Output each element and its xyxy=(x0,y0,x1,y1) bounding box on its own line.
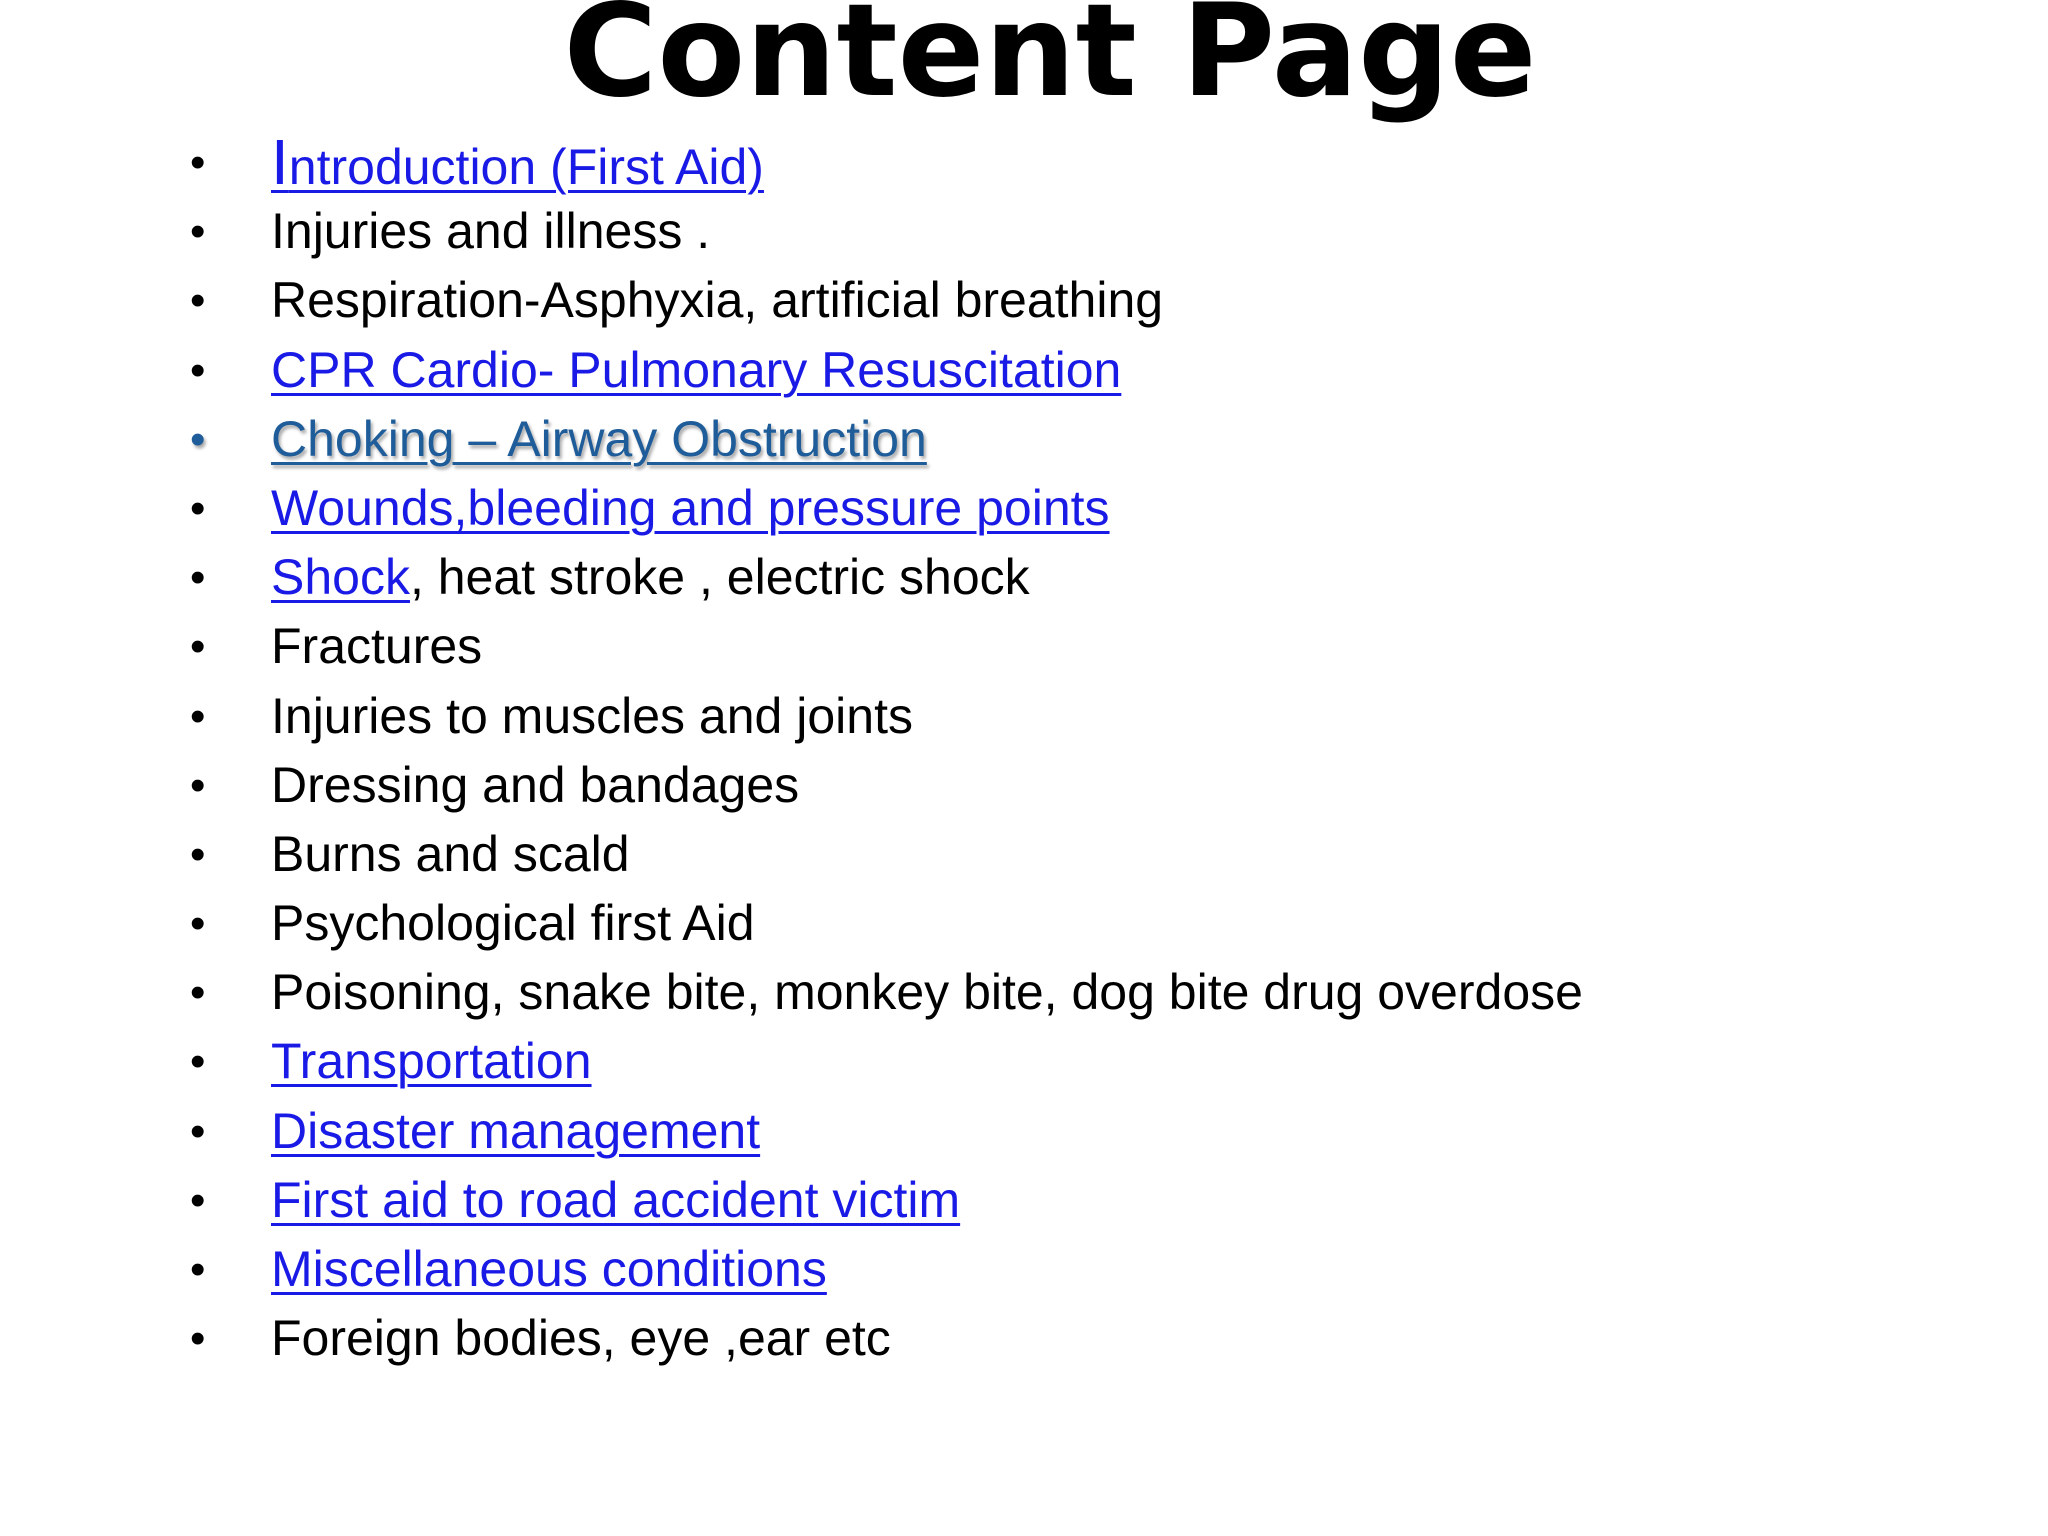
bullet-icon: • xyxy=(190,691,206,741)
list-item-poisoning xyxy=(190,958,1990,1027)
entry-text: Poisoning, snake bite, monkey bite, dog bite drug overdose xyxy=(271,964,1583,1021)
bullet-icon: • xyxy=(190,414,206,464)
bullet-icon: • xyxy=(190,345,206,395)
entry-text: Dressing and bandages xyxy=(271,756,800,813)
list-item-respiration xyxy=(190,266,1990,335)
page-title: Content Page xyxy=(563,0,1537,126)
entry-text: Psychological first Aid xyxy=(271,895,755,952)
bullet-icon: • xyxy=(190,760,206,810)
bullet-icon: • xyxy=(190,276,206,326)
bullet-icon: • xyxy=(190,207,206,257)
list-item-choking xyxy=(190,405,1990,474)
entry-disaster xyxy=(271,1097,760,1166)
bullet-icon: • xyxy=(190,1175,206,1225)
entry-cpr xyxy=(271,336,1121,405)
entry-text: Burns and scald xyxy=(271,825,630,882)
entry-introduction xyxy=(271,128,764,202)
link-transportation[interactable]: Transportation xyxy=(271,1033,592,1090)
entry-text: Foreign bodies, eye ,ear etc xyxy=(271,1310,891,1367)
list-item-burns xyxy=(190,820,1990,889)
entry-wounds xyxy=(271,474,1110,543)
bullet-icon: • xyxy=(190,553,206,603)
bullet-icon: • xyxy=(190,483,206,533)
link-cpr[interactable]: CPR Cardio- Pulmonary Resuscitation xyxy=(271,341,1122,398)
entry-text: Injuries to muscles and joints xyxy=(271,687,913,744)
link-shock[interactable]: Shock xyxy=(271,549,410,606)
entry-miscellaneous xyxy=(271,1235,827,1304)
list-item-psychological xyxy=(190,889,1990,958)
list-item-transportation xyxy=(190,1027,1990,1096)
bullet-icon: • xyxy=(190,138,206,187)
entry-text: Injuries and illness . xyxy=(271,203,711,260)
link-miscellaneous[interactable]: Miscellaneous conditions xyxy=(271,1241,827,1297)
list-item-miscellaneous xyxy=(190,1235,1990,1304)
bullet-icon: • xyxy=(190,622,206,672)
list-item-dressing xyxy=(190,751,1990,820)
link-wounds[interactable]: Wounds,bleeding and pressure points xyxy=(271,479,1110,536)
list-item-foreign-bodies xyxy=(190,1304,1990,1373)
list-item-cpr xyxy=(190,336,1990,405)
list-item-disaster xyxy=(190,1097,1990,1166)
list-item-introduction xyxy=(190,128,1990,197)
bullet-icon: • xyxy=(190,829,206,879)
entry-text: Fractures xyxy=(271,618,483,675)
entry-road-accident xyxy=(271,1166,960,1235)
link-choking[interactable]: Choking – Airway Obstruction xyxy=(271,410,927,467)
list-item-injuries-illness xyxy=(190,197,1990,266)
bullet-icon: • xyxy=(190,1106,206,1156)
entry-shock xyxy=(271,543,1030,612)
link-disaster[interactable]: Disaster management xyxy=(271,1102,761,1159)
entry-shock-rest: , heat stroke , electric shock xyxy=(409,549,1030,606)
contents-list xyxy=(190,128,1990,1373)
bullet-icon: • xyxy=(190,1314,206,1364)
bullet-icon: • xyxy=(190,1245,206,1294)
first-letter: I xyxy=(271,126,289,198)
link-introduction[interactable] xyxy=(271,126,764,198)
bullet-icon: • xyxy=(190,899,206,949)
link-road-accident[interactable]: First aid to road accident victim xyxy=(271,1171,961,1228)
bullet-icon: • xyxy=(190,968,206,1018)
entry-text: Respiration-Asphyxia, artificial breathing xyxy=(271,272,1164,329)
list-item-fractures xyxy=(190,612,1990,681)
list-item-shock xyxy=(190,543,1990,612)
list-item-muscles-joints xyxy=(190,682,1990,751)
list-item-road-accident xyxy=(190,1166,1990,1235)
list-item-wounds xyxy=(190,474,1990,543)
entry-transportation xyxy=(271,1027,592,1096)
link-introduction-text: ntroduction (First Aid) xyxy=(288,139,764,195)
bullet-icon: • xyxy=(190,1037,206,1087)
